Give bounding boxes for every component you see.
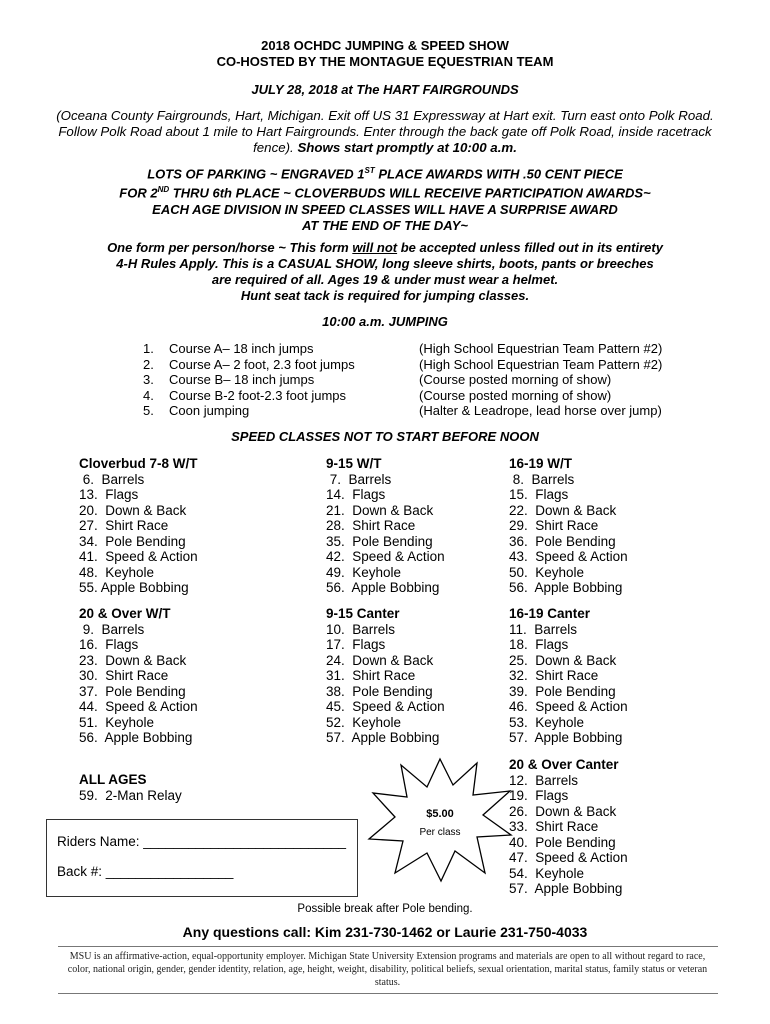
class-item: 56. Apple Bobbing xyxy=(509,580,623,595)
division-title: 16-19 W/T xyxy=(509,456,573,471)
class-item: 59. 2-Man Relay xyxy=(79,787,182,803)
class-item: 18. Flags xyxy=(509,637,569,652)
class-item: 13. Flags xyxy=(79,487,139,502)
class-item: 8. Barrels xyxy=(509,471,575,487)
class-item: 42. Speed & Action xyxy=(326,549,445,564)
class-item: 53. Keyhole xyxy=(509,714,585,730)
directions xyxy=(40,108,730,156)
date-line: JULY 28, 2018 at The HART FAIRGROUNDS xyxy=(251,82,519,97)
jumping-note: (High School Equestrian Team Pattern #2) xyxy=(419,356,663,372)
awards-line-1: LOTS OF PARKING ~ ENGRAVED 1ST PLACE AWARDS WITH .50 CENT PIECE xyxy=(147,166,623,182)
class-item: 12. Barrels xyxy=(509,772,579,788)
class-item: 38. Pole Bending xyxy=(326,683,433,699)
class-item: 22. Down & Back xyxy=(509,502,617,518)
division-title: 20 & Over Canter xyxy=(509,757,619,772)
class-item: 54. Keyhole xyxy=(509,865,585,881)
back-number-field[interactable]: Back #: _________________ xyxy=(57,864,234,879)
rules-line-1: One form per person/horse ~ This form will not be accepted unless filled out in its entirety xyxy=(107,240,663,255)
rules-line-4: Hunt seat tack is required for jumping classes. xyxy=(240,288,530,303)
division-title: ALL AGES xyxy=(79,772,147,787)
division-title: 20 & Over W/T xyxy=(79,606,171,621)
class-item: 28. Shirt Race xyxy=(326,518,416,533)
title xyxy=(0,38,770,70)
jumping-course: 2. Course A– 2 foot, 2.3 foot jumps xyxy=(143,356,355,372)
class-item: 50. Keyhole xyxy=(509,564,585,580)
class-item: 56. Apple Bobbing xyxy=(326,580,440,595)
speed-header: SPEED CLASSES NOT TO START BEFORE NOON xyxy=(231,429,539,444)
jumping-courses xyxy=(143,341,355,419)
price-unit: Per class xyxy=(419,827,461,838)
awards-line-2: FOR 2ND THRU 6th PLACE ~ CLOVERBUDS WILL RECEIVE PARTICIPATION AWARDS~ xyxy=(119,185,651,201)
class-item: 31. Shirt Race xyxy=(326,668,416,683)
class-item: 9. Barrels xyxy=(79,621,145,637)
class-item: 44. Speed & Action xyxy=(79,699,198,714)
possible-break: Possible break after Pole bending. xyxy=(297,903,473,915)
price-amount: $5.00 xyxy=(426,808,454,820)
class-item: 46. Speed & Action xyxy=(509,699,628,714)
class-item: 25. Down & Back xyxy=(509,652,617,668)
class-item: 32. Shirt Race xyxy=(509,668,599,683)
jumping-note: (Course posted morning of show) xyxy=(419,372,612,387)
class-item: 6. Barrels xyxy=(79,471,145,487)
class-item: 49. Keyhole xyxy=(326,564,402,580)
class-item: 14. Flags xyxy=(326,487,386,502)
jumping-header: 10:00 a.m. JUMPING xyxy=(322,314,448,329)
class-item: 55. Apple Bobbing xyxy=(79,580,189,595)
title-line-2: CO-HOSTED BY THE MONTAGUE EQUESTRIAN TEAM xyxy=(216,54,554,69)
rules-line-2: 4-H Rules Apply. This is a CASUAL SHOW, long sleeve shirts, boots, pants or breeches xyxy=(116,256,654,271)
riders-name-field[interactable]: Riders Name: ___________________________ xyxy=(57,834,346,849)
class-item: 41. Speed & Action xyxy=(79,549,198,564)
class-item: 30. Shirt Race xyxy=(79,668,169,683)
starburst-shape xyxy=(369,759,511,881)
class-item: 43. Speed & Action xyxy=(509,549,628,564)
awards-line-3: EACH AGE DIVISION IN SPEED CLASSES WILL HAVE A SURPRISE AWARD xyxy=(152,201,618,217)
division-title: 16-19 Canter xyxy=(509,606,591,621)
jumping-note: (High School Equestrian Team Pattern #2) xyxy=(419,341,663,356)
class-item: 19. Flags xyxy=(509,788,569,803)
class-item: 29. Shirt Race xyxy=(509,518,599,533)
rules xyxy=(30,240,740,304)
jumping-course: 4. Course B-2 foot-2.3 foot jumps xyxy=(143,387,347,403)
start-time: Shows start promptly at 10:00 a.m. xyxy=(297,140,517,155)
division-all-ages xyxy=(79,772,182,803)
class-item: 39. Pole Bending xyxy=(509,683,616,699)
class-item: 52. Keyhole xyxy=(326,714,402,730)
awards-notice xyxy=(40,163,730,234)
class-item: 47. Speed & Action xyxy=(509,850,628,865)
rider-info-box xyxy=(46,819,358,897)
title-line-1: 2018 OCHDC JUMPING & SPEED SHOW xyxy=(261,38,509,53)
class-item: 21. Down & Back xyxy=(326,502,434,518)
jumping-notes xyxy=(419,341,662,419)
class-item: 20. Down & Back xyxy=(79,502,187,518)
class-item: 23. Down & Back xyxy=(79,652,187,668)
directions-text: (Oceana County Fairgrounds, Hart, Michigan. Exit off US 31 Expressway at Hart exit. Turn east onto Polk Road. Follow Polk Road about 1 mile to Hart Fairgrounds. Enter through the back gate off Polk Road, inside racetrack fence). xyxy=(56,108,714,155)
division-20-over-wt xyxy=(79,606,198,746)
divider xyxy=(58,993,718,994)
class-item: 40. Pole Bending xyxy=(509,834,616,850)
class-item: 34. Pole Bending xyxy=(79,533,186,549)
division-title: Cloverbud 7-8 W/T xyxy=(79,456,198,471)
awards-line-4: AT THE END OF THE DAY~ xyxy=(302,217,468,233)
class-item: 48. Keyhole xyxy=(79,564,155,580)
divider xyxy=(58,946,718,947)
jumping-course: 5. Coon jumping xyxy=(143,403,250,418)
msu-disclaimer: MSU is an affirmative-action, equal-opportunity employer. Michigan State University Extension programs and materials are open to all without regard to race, color, national origin, gender, gender identity, relation, age, height, weight, disability, political beliefs, sexual orientation, marital status, family status or veteran status. xyxy=(67,951,708,988)
class-item: 45. Speed & Action xyxy=(326,699,445,714)
class-item: 7. Barrels xyxy=(326,471,392,487)
class-item: 15. Flags xyxy=(509,487,569,502)
division-title: 9-15 W/T xyxy=(326,456,382,471)
class-item: 36. Pole Bending xyxy=(509,533,616,549)
class-item: 57. Apple Bobbing xyxy=(509,881,623,896)
jumping-course: 3. Course B– 18 inch jumps xyxy=(143,372,315,387)
class-item: 11. Barrels xyxy=(509,621,578,637)
rules-line-3: are required of all. Ages 19 & under must wear a helmet. xyxy=(211,272,559,287)
class-item: 37. Pole Bending xyxy=(79,683,186,699)
class-item: 51. Keyhole xyxy=(79,714,155,730)
division-16-19-wt xyxy=(509,456,628,596)
questions-contact: Any questions call: Kim 231-730-1462 or Laurie 231-750-4033 xyxy=(182,924,588,940)
class-item: 35. Pole Bending xyxy=(326,533,433,549)
class-item: 56. Apple Bobbing xyxy=(79,730,193,745)
jumping-note: (Course posted morning of show) xyxy=(419,387,612,403)
class-item: 17. Flags xyxy=(326,637,386,652)
division-9-15-canter xyxy=(326,606,445,746)
class-item: 26. Down & Back xyxy=(509,803,617,819)
division-cloverbud xyxy=(79,456,198,596)
class-item: 33. Shirt Race xyxy=(509,819,599,834)
class-item: 57. Apple Bobbing xyxy=(326,730,440,745)
class-item: 24. Down & Back xyxy=(326,652,434,668)
price-starburst xyxy=(365,755,515,885)
division-9-15-wt xyxy=(326,456,445,596)
class-item: 57. Apple Bobbing xyxy=(509,730,623,745)
jumping-course: 1. Course A– 18 inch jumps xyxy=(143,341,314,356)
class-item: 10. Barrels xyxy=(326,621,396,637)
jumping-note: (Halter & Leadrope, lead horse over jump) xyxy=(419,403,662,418)
division-16-19-canter xyxy=(509,606,628,746)
division-title: 9-15 Canter xyxy=(326,606,400,621)
class-item: 27. Shirt Race xyxy=(79,518,169,533)
class-item: 16. Flags xyxy=(79,637,139,652)
division-20-over-canter xyxy=(509,757,628,897)
